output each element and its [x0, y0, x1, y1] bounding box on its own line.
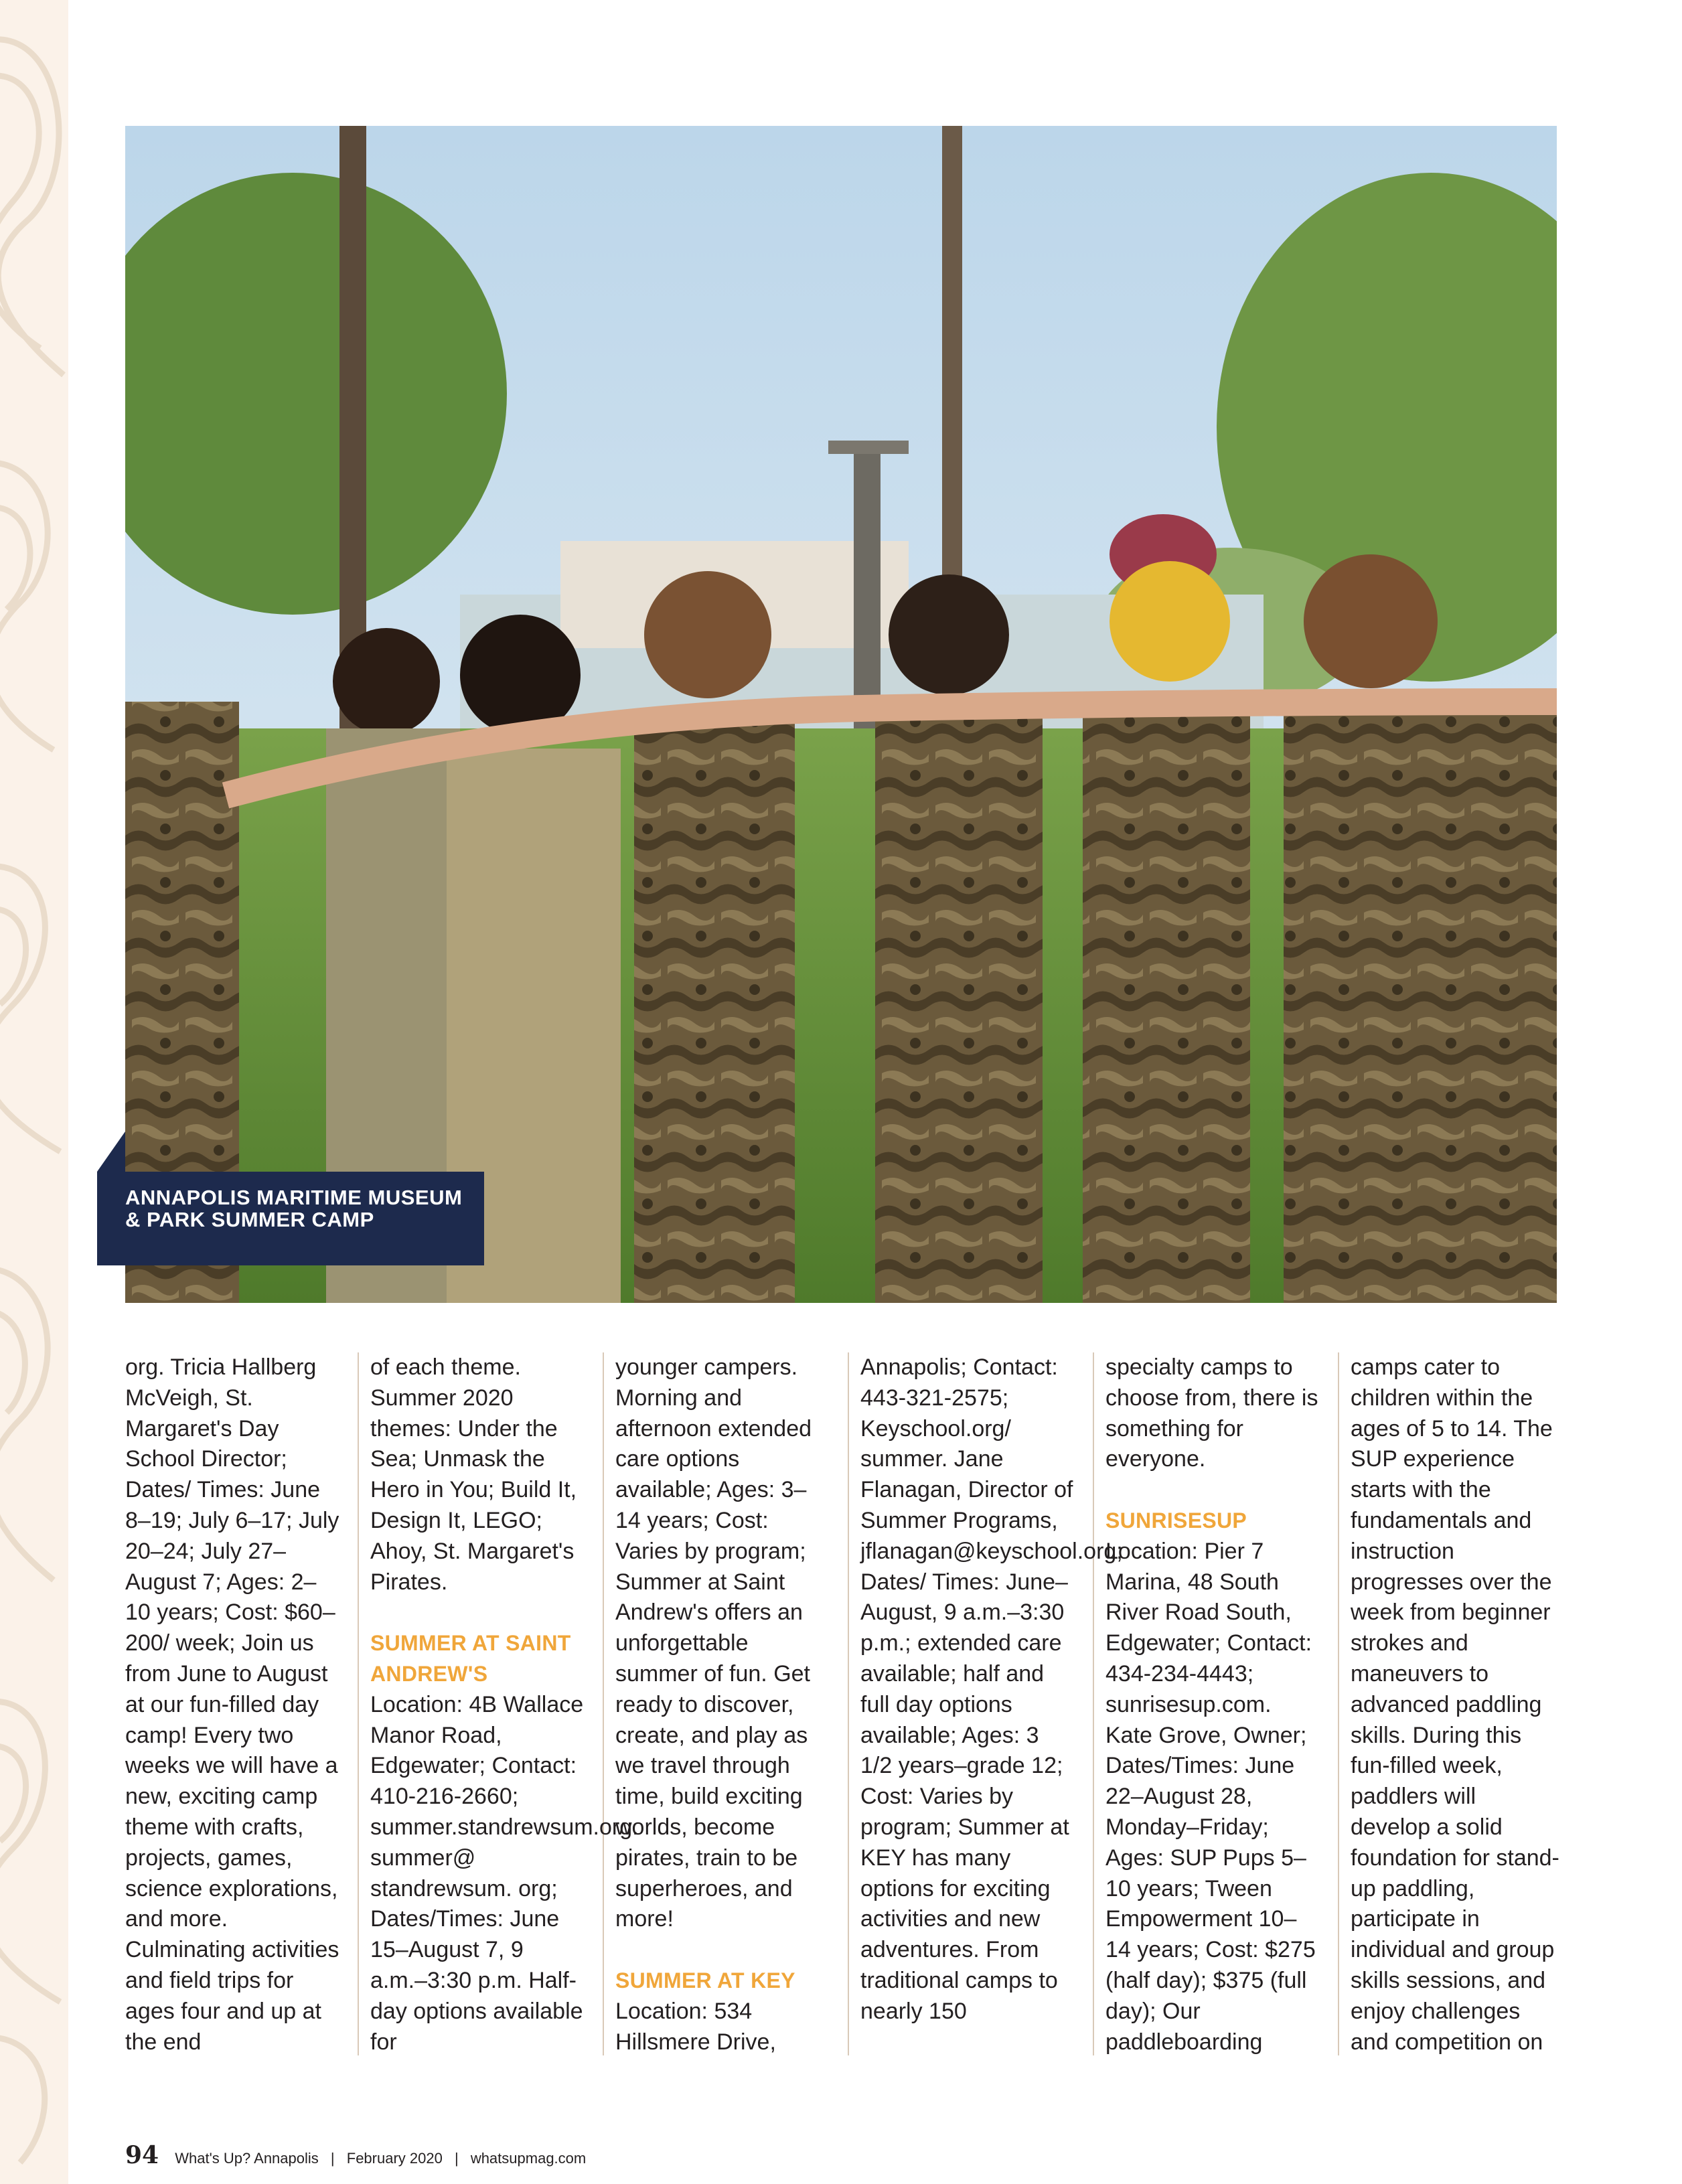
article-body	[125, 1352, 1557, 2055]
text-column-1	[125, 1352, 339, 2055]
paragraph: Location: 534 Hillsmere Drive,	[615, 1998, 776, 2055]
camp-photo	[125, 126, 1557, 1303]
paragraph: younger campers. Morning and afternoon extended care options available; Ages: 3–14 years; Cost: Varies by program; Summer at Saint Andrew's offers an unforgettable summer of fun. Get ready to discover, create, and play as we travel through time, build exciting worlds, become pirates, train to be superheroes, and more!	[615, 1354, 812, 1932]
text-column-3	[615, 1352, 830, 2055]
footer-separator: |	[454, 2150, 459, 2167]
decorative-margin-strip	[0, 0, 68, 2184]
text-column-6	[1351, 1352, 1561, 2055]
website-link[interactable]: whatsupmag.com	[470, 2150, 587, 2167]
paragraph: org. Tricia Hallberg McVeigh, St. Margaret's Day School Director; Dates/ Times: June 8–19; July 6–17; July 20–24; July 27–August 7; Ages: 2–10 years; Cost: $60–200/ week; Join us from June to August at our fun-filled day camp! Every two weeks we will have a new, exciting camp theme with crafts, projects, games, science explorations, and more. Culminating activities and field trips for ages four and up at the end	[125, 1354, 339, 2055]
photo-illustration	[125, 126, 1557, 1303]
page-footer	[125, 2141, 586, 2168]
paragraph: Location: Pier 7 Marina, 48 South River Road South, Edgewater; Contact: 434-234-4443; sunrisesup.com. Kate Grove, Owner; Dates/Times: June 22–August 28, Monday–Friday; Ages: SUP Pups 5–10 years; Tween Empowerment 10–14 years; Cost: $275 (half day); $375 (full day); Our paddleboarding	[1105, 1538, 1316, 2055]
text-column-2	[370, 1352, 639, 2055]
paragraph: Annapolis; Contact: 443-321-2575; Keyschool.org/ summer. Jane Flanagan, Director of Summer Programs, jflanagan@keyschool.org; Dates/ Times: June–August, 9 a.m.–3:30 p.m.; extended care available; half and full day options available; Ages: 3 1/2 years–grade 12; Cost: Varies by program; Summer at KEY has many options for exciting activities and new adventures. From traditional camps to nearly 150	[860, 1354, 1123, 2024]
text-column-5	[1105, 1352, 1320, 2055]
page-number: 94	[125, 2141, 159, 2169]
publication-name: What's Up? Annapolis	[175, 2150, 319, 2167]
issue-date: February 2020	[346, 2150, 443, 2167]
paragraph: specialty camps to choose from, there is something for everyone.	[1105, 1354, 1318, 1472]
paragraph: of each theme. Summer 2020 themes: Under the Sea; Unmask the Hero in You; Build It, Design It, LEGO; Ahoy, St. Margaret's Pirates.	[370, 1354, 577, 1595]
camp-heading: SUMMER AT SAINT ANDREW'S	[370, 1631, 571, 1686]
camp-heading: SUNRISESUP	[1105, 1508, 1247, 1533]
photo-caption: ANNAPOLIS MARITIME MUSEUM & PARK SUMMER CAMP	[125, 1186, 463, 1231]
topographic-pattern	[0, 0, 68, 2184]
footer-separator: |	[330, 2150, 335, 2167]
camp-heading: SUMMER AT KEY	[615, 1968, 795, 1993]
text-column-4	[860, 1352, 1123, 2055]
caption-tag-notch	[97, 1132, 125, 1172]
paragraph: Location: 4B Wallace Manor Road, Edgewater; Contact: 410-216-2660; summer.standrewsum.org. summer@ standrewsum. org; Dates/Times: June 15–August 7, 9 a.m.–3:30 p.m. Half-day options available for	[370, 1691, 639, 2055]
paragraph: camps cater to children within the ages of 5 to 14. The SUP experience starts with the fundamentals and instruction progresses over the week from beginner strokes and maneuvers to advanced paddling skills. During this fun-filled week, paddlers will develop a solid foundation for stand-up paddling, participate in individual and group skills sessions, and enjoy challenges and competition on	[1351, 1354, 1559, 2055]
